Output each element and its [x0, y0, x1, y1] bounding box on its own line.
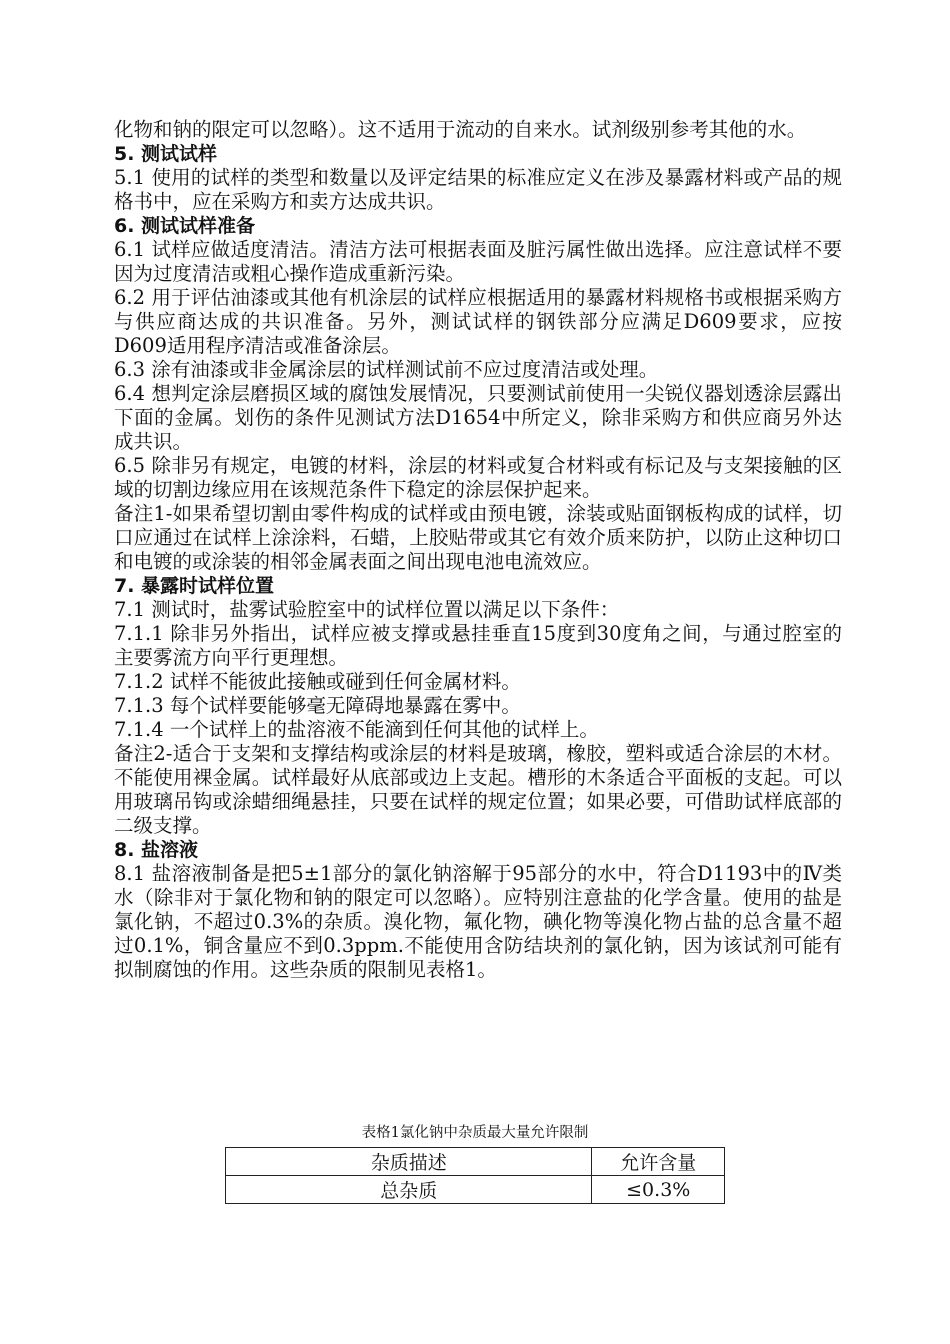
note-1: 备注1-如果希望切割由零件构成的试样或由预电镀，涂装或贴面钢板构成的试样，切口应通过在试样上涂涂料，石蜡，上胶贴带或其它有效介质来防护，以防止这种切口和电镀的或涂装的相邻金属表面之间出现电池电流效应。: [114, 502, 842, 573]
section-8-heading: 8. 盐溶液: [114, 839, 199, 861]
table-caption: 表格1氯化钠中杂质最大量允许限制: [361, 1125, 589, 1141]
paragraph-8-1: 8.1 盐溶液制备是把5±1部分的氯化钠溶解于95部分的水中，符合D1193中的Ⅳ类水（除非对于氯化物和钠的限定可以忽略）。应特别注意盐的化学含量。使用的盐是氯化钠，不超过0.3%的杂质。溴化物，氟化物，碘化物等溴化物占盐的总含量不超过0.1%，铜含量应不到0.3ppm.不能使用含防结块剂的氯化钠，因为该试剂可能有拟制腐蚀的作用。这些杂质的限制见表格1。: [114, 862, 842, 981]
cell-description: 总杂质: [226, 1176, 592, 1204]
section-7-heading: 7. 暴露时试样位置: [114, 575, 275, 597]
paragraph-7-1-2: 7.1.2 试样不能彼此接触或碰到任何金属材料。: [114, 670, 521, 693]
paragraph-7-1-3: 7.1.3 每个试样要能够毫无障碍地暴露在雾中。: [114, 694, 521, 717]
header-cell-allowed: 允许含量: [592, 1148, 725, 1176]
paragraph-6-1: 6.1 试样应做适度清洁。清洁方法可根据表面及脏污属性做出选择。应注意试样不要因为过度清洁或粗心操作造成重新污染。: [114, 238, 842, 285]
paragraph-5-1: 5.1 使用的试样的类型和数量以及评定结果的标准应定义在涉及暴露材料或产品的规格书中，应在采购方和卖方达成共识。: [114, 166, 842, 213]
table-header-row: [226, 1148, 725, 1176]
impurity-table: [225, 1147, 725, 1204]
impurity-table-block: [225, 1124, 725, 1204]
paragraph-6-2: 6.2 用于评估油漆或其他有机涂层的试样应根据适用的暴露材料规格书或根据采购方与供应商达成的共识准备。另外，测试试样的钢铁部分应满足D609要求，应按D609适用程序清洁或准备涂层。: [114, 286, 842, 357]
paragraph-7-1-1: 7.1.1 除非另外指出，试样应被支撑或悬挂垂直15度到30度角之间，与通过腔室的主要雾流方向平行更理想。: [114, 622, 842, 669]
table-row: [226, 1176, 725, 1204]
paragraph-6-3: 6.3 涂有油漆或非金属涂层的试样测试前不应过度清洁或处理。: [114, 358, 659, 381]
paragraph-7-1-4: 7.1.4 一个试样上的盐溶液不能滴到任何其他的试样上。: [114, 718, 599, 741]
document-body: [114, 118, 842, 982]
paragraph-7-1: 7.1 测试时，盐雾试验腔室中的试样位置以满足以下条件：: [114, 598, 620, 621]
note-2: 备注2-适合于支架和支撑结构或涂层的材料是玻璃，橡胶，塑料或适合涂层的木材。不能使用裸金属。试样最好从底部或边上支起。槽形的木条适合平面板的支起。可以用玻璃吊钩或涂蜡细绳悬挂，只要在试样的规定位置；如果必要，可借助试样底部的二级支撑。: [114, 742, 842, 837]
continuation-paragraph: 化物和钠的限定可以忽略）。这不适用于流动的自来水。试剂级别参考其他的水。: [114, 118, 807, 141]
section-5-heading: 5. 测试试样: [114, 143, 218, 165]
paragraph-6-4: 6.4 想判定涂层磨损区域的腐蚀发展情况，只要测试前使用一尖锐仪器划透涂层露出下面的金属。划伤的条件见测试方法D1654中所定义，除非采购方和供应商另外达成共识。: [114, 382, 842, 453]
paragraph-6-5: 6.5 除非另有规定，电镀的材料，涂层的材料或复合材料或有标记及与支架接触的区域的切割边缘应用在该规范条件下稳定的涂层保护起来。: [114, 454, 842, 501]
cell-allowed: ≤0.3%: [592, 1176, 725, 1204]
section-6-heading: 6. 测试试样准备: [114, 215, 256, 237]
header-cell-description: 杂质描述: [226, 1148, 592, 1176]
